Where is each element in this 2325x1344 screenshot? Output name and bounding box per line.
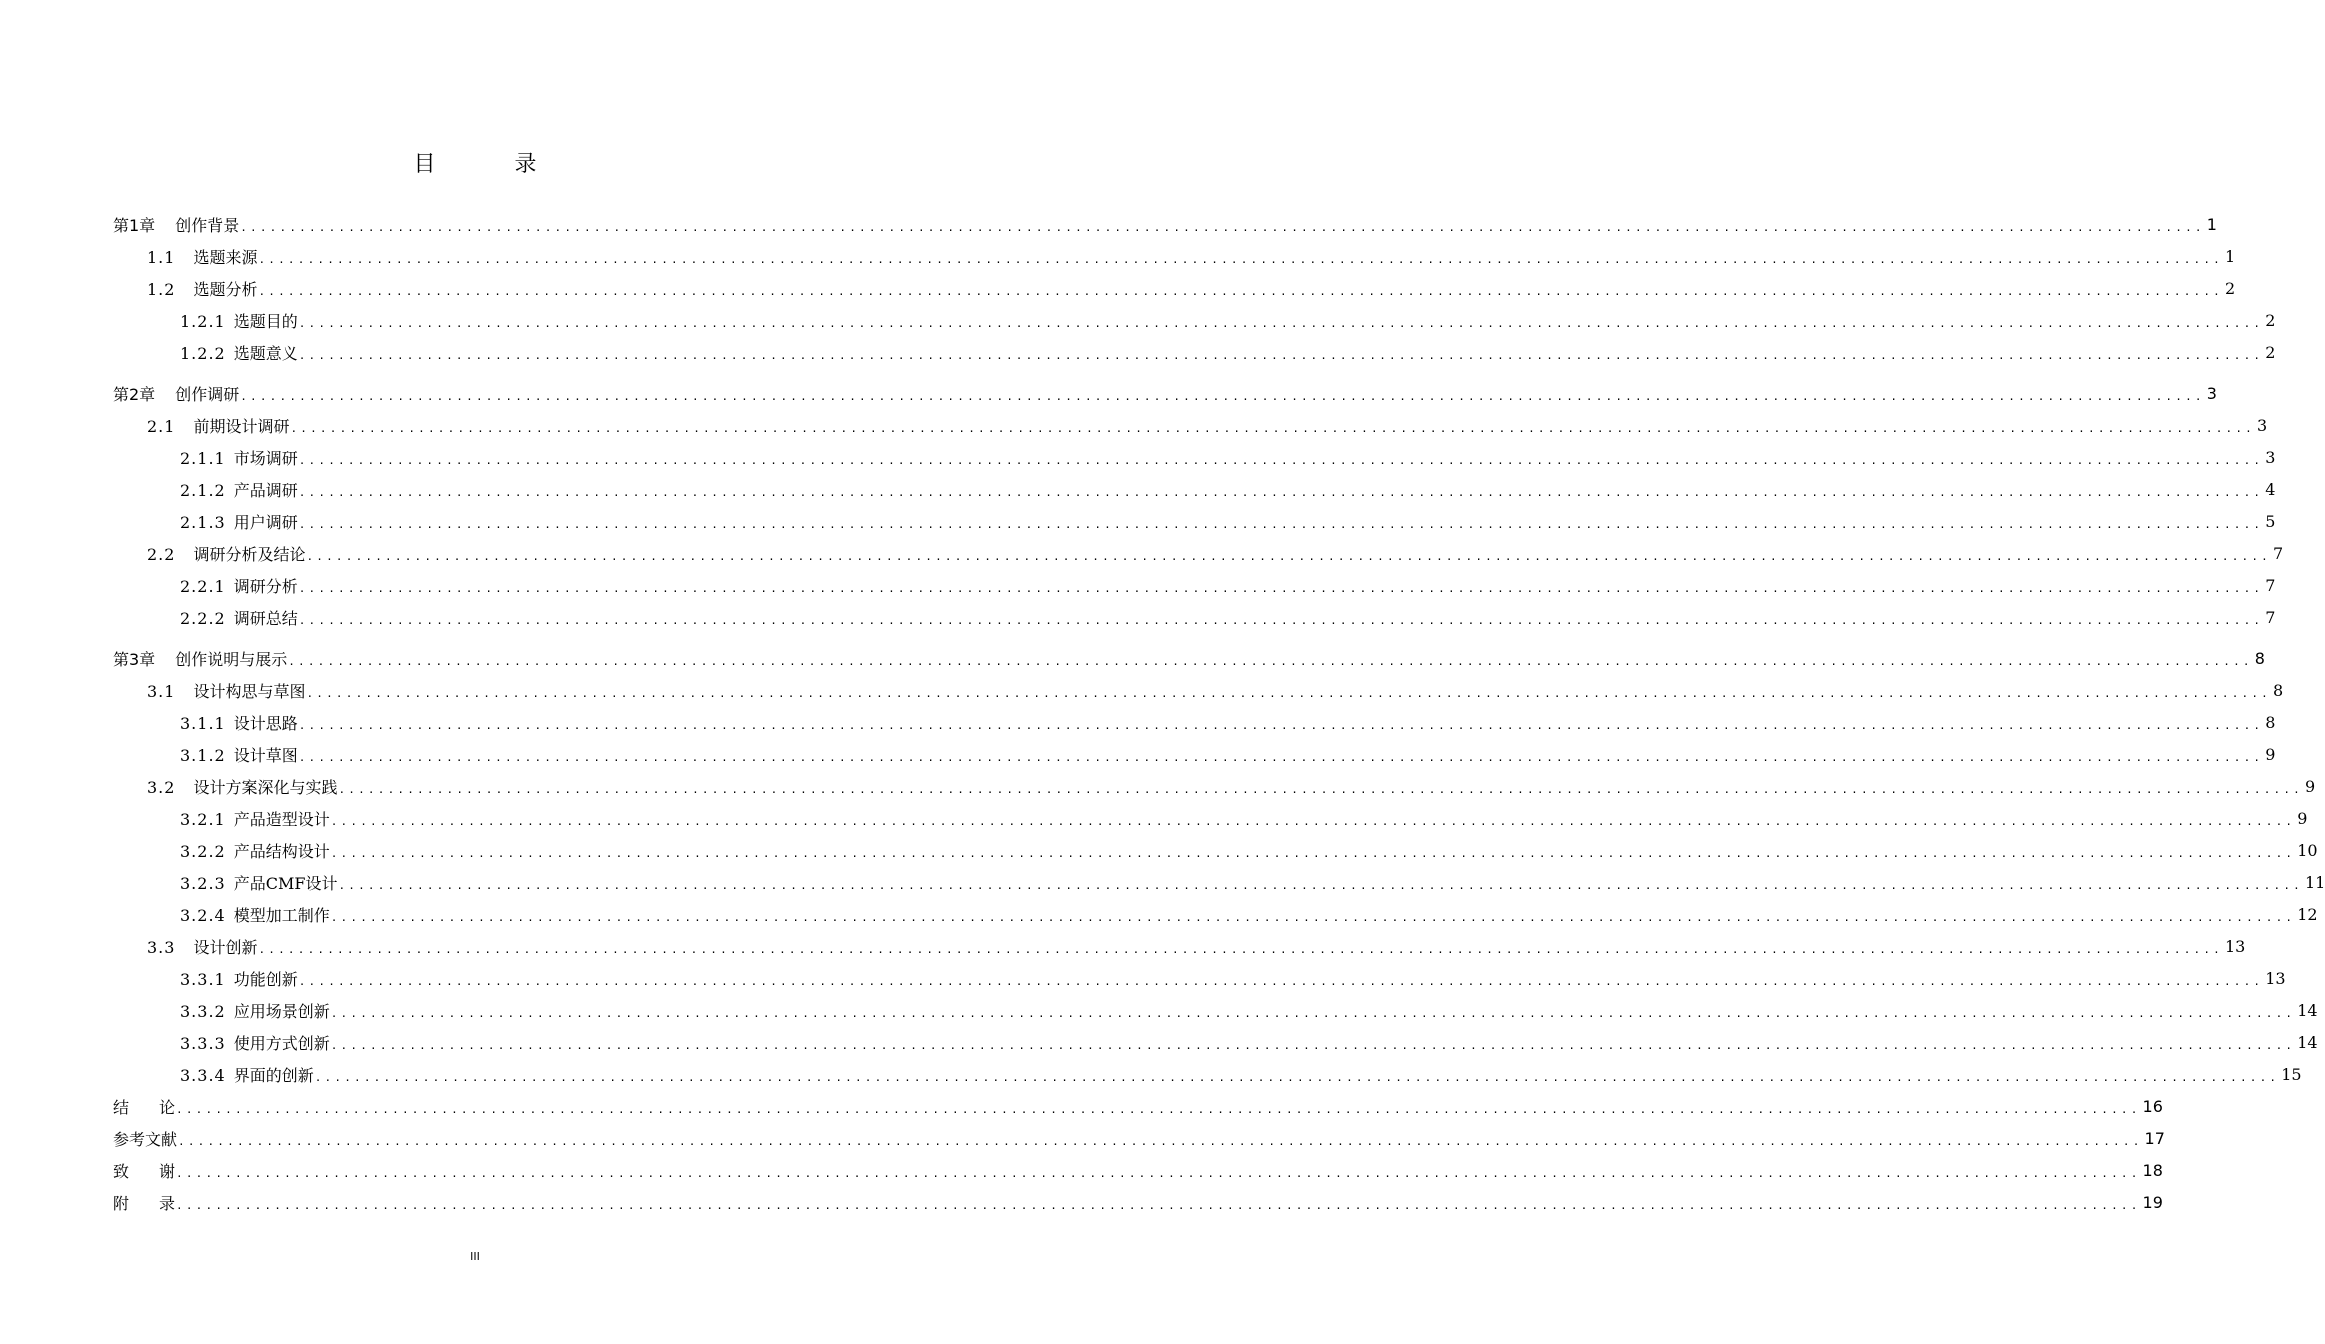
dot-leader: ........................................................................................................................................................................................................ [240,220,2205,234]
toc-entry-number: 2.1.2 [180,480,226,500]
toc-entry-text: 选题来源 [193,247,258,267]
toc-entry-label [113,1191,175,1214]
dot-leader: ........................................................................................................................................................................................................ [258,942,2223,956]
toc-entry-label [180,446,298,469]
toc-entry-label [180,839,330,862]
toc-entry-text: 选题分析 [193,279,258,299]
toc-entry-text: 创作背景 [175,215,240,235]
toc-entry[interactable] [180,994,2318,1026]
toc-entry-number: 3.2.4 [180,905,226,925]
toc-entry-text: 市场调研 [233,448,298,468]
dot-leader: ........................................................................................................................................................................................................ [258,252,2223,266]
toc-entry-label [180,1031,330,1054]
toc-entry-page: 15 [2281,1064,2302,1084]
toc-entry-page: 5 [2265,511,2276,531]
toc-entry-text: 界面的创新 [233,1065,314,1085]
dot-leader: ........................................................................................................................................................................................................ [298,517,2264,531]
toc-entry-text: 选题目的 [233,311,298,331]
toc-entry[interactable] [180,601,2276,633]
toc-entry-label [180,606,298,629]
toc-entry-page: 2 [2265,310,2276,330]
toc-entry-number: 3.3.4 [180,1065,226,1085]
dot-leader: ........................................................................................................................................................................................................ [298,316,2264,330]
toc-entry-number: 3.1 [147,681,176,701]
toc-entry-number: 1.2 [147,279,176,299]
toc-entry-page: 13 [2224,936,2246,956]
dot-leader: ........................................................................................................................................................................................................ [298,348,2264,362]
toc-entry-page: 9 [2265,744,2276,764]
dot-leader: ........................................................................................................................................................................................................ [298,750,2264,764]
dot-leader: ........................................................................................................................................................................................................ [338,782,2303,796]
toc-entry-page: 13 [2265,968,2286,988]
dot-leader: ........................................................................................................................................................................................................ [240,389,2205,403]
toc-entry[interactable] [180,802,2308,834]
toc-entry-label [180,807,330,830]
toc-entry-page: 1 [2206,214,2217,234]
toc-entry-text: 用户调研 [233,512,298,532]
toc-entry-text: 附 录 [113,1193,176,1213]
toc-entry-text: 致 谢 [113,1161,176,1181]
dot-leader: ........................................................................................................................................................................................................ [330,814,2296,828]
toc-entry-label [180,510,298,533]
toc-entry-text: 参考文献 [113,1129,178,1149]
toc-entry[interactable] [180,441,2276,473]
toc-entry[interactable] [113,642,2265,674]
toc-entry-number: 3.2.1 [180,809,226,829]
toc-entry-number: 3.2 [147,777,176,797]
toc-entry-text: 选题意义 [233,343,298,363]
toc-entry[interactable] [147,674,2284,706]
toc-entry-number: 2.2 [147,544,176,564]
toc-entry-page: 7 [2265,607,2276,627]
toc-entry-label [180,743,298,766]
toc-entry-number: 1.1 [147,247,176,267]
toc-entry[interactable] [113,1122,2165,1154]
toc-entry-text: 产品造型设计 [233,809,330,829]
toc-entry-number: 3.3.1 [180,969,226,989]
toc-entry-page: 1 [2224,246,2236,266]
toc-entry-page: 7 [2272,543,2284,563]
dot-leader: ........................................................................................................................................................................................................ [288,654,2253,668]
toc-entry-page: 8 [2272,680,2284,700]
dot-leader: ........................................................................................................................................................................................................ [314,1070,2280,1084]
toc-entry[interactable] [147,272,2236,304]
dot-leader: ........................................................................................................................................................................................................ [298,453,2264,467]
toc-entry-label [180,999,330,1022]
toc-entry-page: 3 [2206,383,2217,403]
dot-leader: ........................................................................................................................................................................................................ [298,718,2264,732]
toc-entry-page: 9 [2304,776,2316,796]
toc-entry[interactable] [180,1026,2318,1058]
toc-entry[interactable] [180,473,2276,505]
toc-entry[interactable] [180,962,2286,994]
toc-entry-text: 设计创新 [193,937,258,957]
toc-entry-label [147,414,289,437]
toc-entry-text: 调研总结 [233,608,298,628]
toc-entry-page: 8 [2265,712,2276,732]
toc-entry[interactable] [147,409,2268,441]
toc-entry-text: 产品调研 [233,480,298,500]
toc-entry[interactable] [180,866,2325,898]
dot-leader: ........................................................................................................................................................................................................ [306,686,2271,700]
dot-leader: ........................................................................................................................................................................................................ [178,1134,2143,1148]
toc-entry-number: 3.2.2 [180,841,226,861]
toc-entry-number: 第1章 [113,215,156,235]
toc-entry[interactable] [147,930,2246,962]
dot-leader: ........................................................................................................................................................................................................ [258,284,2223,298]
toc-entry-page: 17 [2144,1128,2165,1148]
toc-entry[interactable] [180,706,2276,738]
toc-entry-number: 3.1.1 [180,713,226,733]
toc-entry[interactable] [180,336,2276,368]
dot-leader: ........................................................................................................................................................................................................ [298,581,2264,595]
toc-entry[interactable] [113,208,2217,240]
toc-entry-page: 11 [2304,872,2325,892]
toc-entry-number: 第3章 [113,649,156,669]
dot-leader: ........................................................................................................................................................................................................ [290,421,2255,435]
toc-entry[interactable] [113,1186,2163,1218]
toc-entry[interactable] [180,304,2276,336]
toc-entry-number: 2.1 [147,416,176,436]
toc-entry-number: 3.3.2 [180,1001,226,1021]
toc-entry-text: 结 论 [113,1097,176,1117]
dot-leader: ........................................................................................................................................................................................................ [176,1166,2141,1180]
dot-leader: ........................................................................................................................................................................................................ [330,910,2296,924]
toc-entry-label [180,574,298,597]
toc-entry-page: 18 [2142,1160,2163,1180]
toc-entry-number: 3.3.3 [180,1033,226,1053]
toc-entry[interactable] [147,240,2236,272]
dot-leader: ........................................................................................................................................................................................................ [330,1038,2296,1052]
toc-entry-label [147,277,257,300]
toc-entry-page: 3 [2265,447,2276,467]
dot-leader: ........................................................................................................................................................................................................ [298,613,2264,627]
toc-entry-page: 2 [2224,278,2236,298]
toc-entry-label [180,309,298,332]
toc-entry-label [180,903,330,926]
toc-entry[interactable] [180,569,2276,601]
dot-leader: ........................................................................................................................................................................................................ [338,878,2303,892]
toc-entry-label [113,1159,175,1182]
toc-entry-label [113,1127,177,1150]
dot-leader: ........................................................................................................................................................................................................ [298,485,2264,499]
toc-entry-label [147,542,305,565]
toc-entry-text: 设计方案深化与实践 [193,777,338,797]
toc-entry-label [147,775,337,798]
dot-leader: ........................................................................................................................................................................................................ [176,1102,2141,1116]
dot-leader: ........................................................................................................................................................................................................ [330,846,2296,860]
toc-entry-number: 3.1.2 [180,745,226,765]
toc-entry-number: 3.3 [147,937,176,957]
toc-entry-page: 9 [2297,808,2308,828]
toc-entry-label [180,711,298,734]
toc-entry[interactable] [180,505,2276,537]
toc-entry-label [147,935,257,958]
toc-entry-label [180,341,298,364]
toc-entry-text: 调研分析 [233,576,298,596]
toc-entry-label [113,1095,175,1118]
toc-entry-page: 3 [2256,415,2268,435]
toc-entry-text: 功能创新 [233,969,298,989]
toc-title: 目 录 [413,152,573,177]
page-number-footer: III [470,1250,480,1263]
toc-entry[interactable] [113,1090,2163,1122]
toc-entry-text: 产品CMF设计 [233,873,338,893]
toc-entry-page: 14 [2297,1000,2318,1020]
toc-entry-number: 1.2.1 [180,311,226,331]
toc-entry-text: 调研分析及结论 [193,544,306,564]
toc-entry-number: 第2章 [113,384,156,404]
toc-entry[interactable] [147,770,2316,802]
dot-leader: ........................................................................................................................................................................................................ [298,974,2264,988]
toc-entry-page: 2 [2265,342,2276,362]
toc-entry-page: 12 [2297,904,2318,924]
dot-leader: ........................................................................................................................................................................................................ [176,1198,2141,1212]
toc-entry[interactable] [180,834,2318,866]
toc-entry-page: 14 [2297,1032,2318,1052]
toc-entry-number: 1.2.2 [180,343,226,363]
toc-entry-number: 3.2.3 [180,873,226,893]
toc-entry-text: 设计思路 [233,713,298,733]
toc-entry-text: 前期设计调研 [193,416,290,436]
toc-entry[interactable] [180,898,2318,930]
toc-entry-label [147,679,305,702]
toc-entry-label [180,1063,314,1086]
toc-entry-label [147,245,257,268]
toc-entry-label [113,647,287,670]
toc-entry-number: 2.1.3 [180,512,226,532]
toc-entry-label [113,382,239,405]
toc-entry-text: 创作说明与展示 [175,649,288,669]
dot-leader: ........................................................................................................................................................................................................ [330,1006,2296,1020]
toc-entry[interactable] [113,1154,2163,1186]
toc-entry-page: 7 [2265,575,2276,595]
toc-entry-number: 2.2.1 [180,576,226,596]
toc-entry-text: 使用方式创新 [233,1033,330,1053]
toc-entry-page: 8 [2254,648,2265,668]
toc-entry-text: 设计构思与草图 [193,681,306,701]
toc-entry[interactable] [113,377,2217,409]
toc-entry-page: 16 [2142,1096,2163,1116]
toc-entry-text: 设计草图 [233,745,298,765]
dot-leader: ........................................................................................................................................................................................................ [306,549,2271,563]
toc-entry-page: 19 [2142,1192,2163,1212]
toc-entry[interactable] [180,738,2276,770]
toc-entry-label [180,871,337,894]
toc-entry[interactable] [147,537,2284,569]
toc-entry-label [180,967,298,990]
toc-entry-number: 2.2.2 [180,608,226,628]
toc-entry-text: 应用场景创新 [233,1001,330,1021]
toc-entry-text: 产品结构设计 [233,841,330,861]
toc-entry-label [180,478,298,501]
toc-entry-number: 2.1.1 [180,448,226,468]
toc-entry-text: 模型加工制作 [233,905,330,925]
toc-entry-label [113,213,239,236]
toc-entry[interactable] [180,1058,2302,1090]
toc-entry-page: 4 [2265,479,2276,499]
toc-entry-page: 10 [2297,840,2318,860]
toc-entry-text: 创作调研 [175,384,240,404]
